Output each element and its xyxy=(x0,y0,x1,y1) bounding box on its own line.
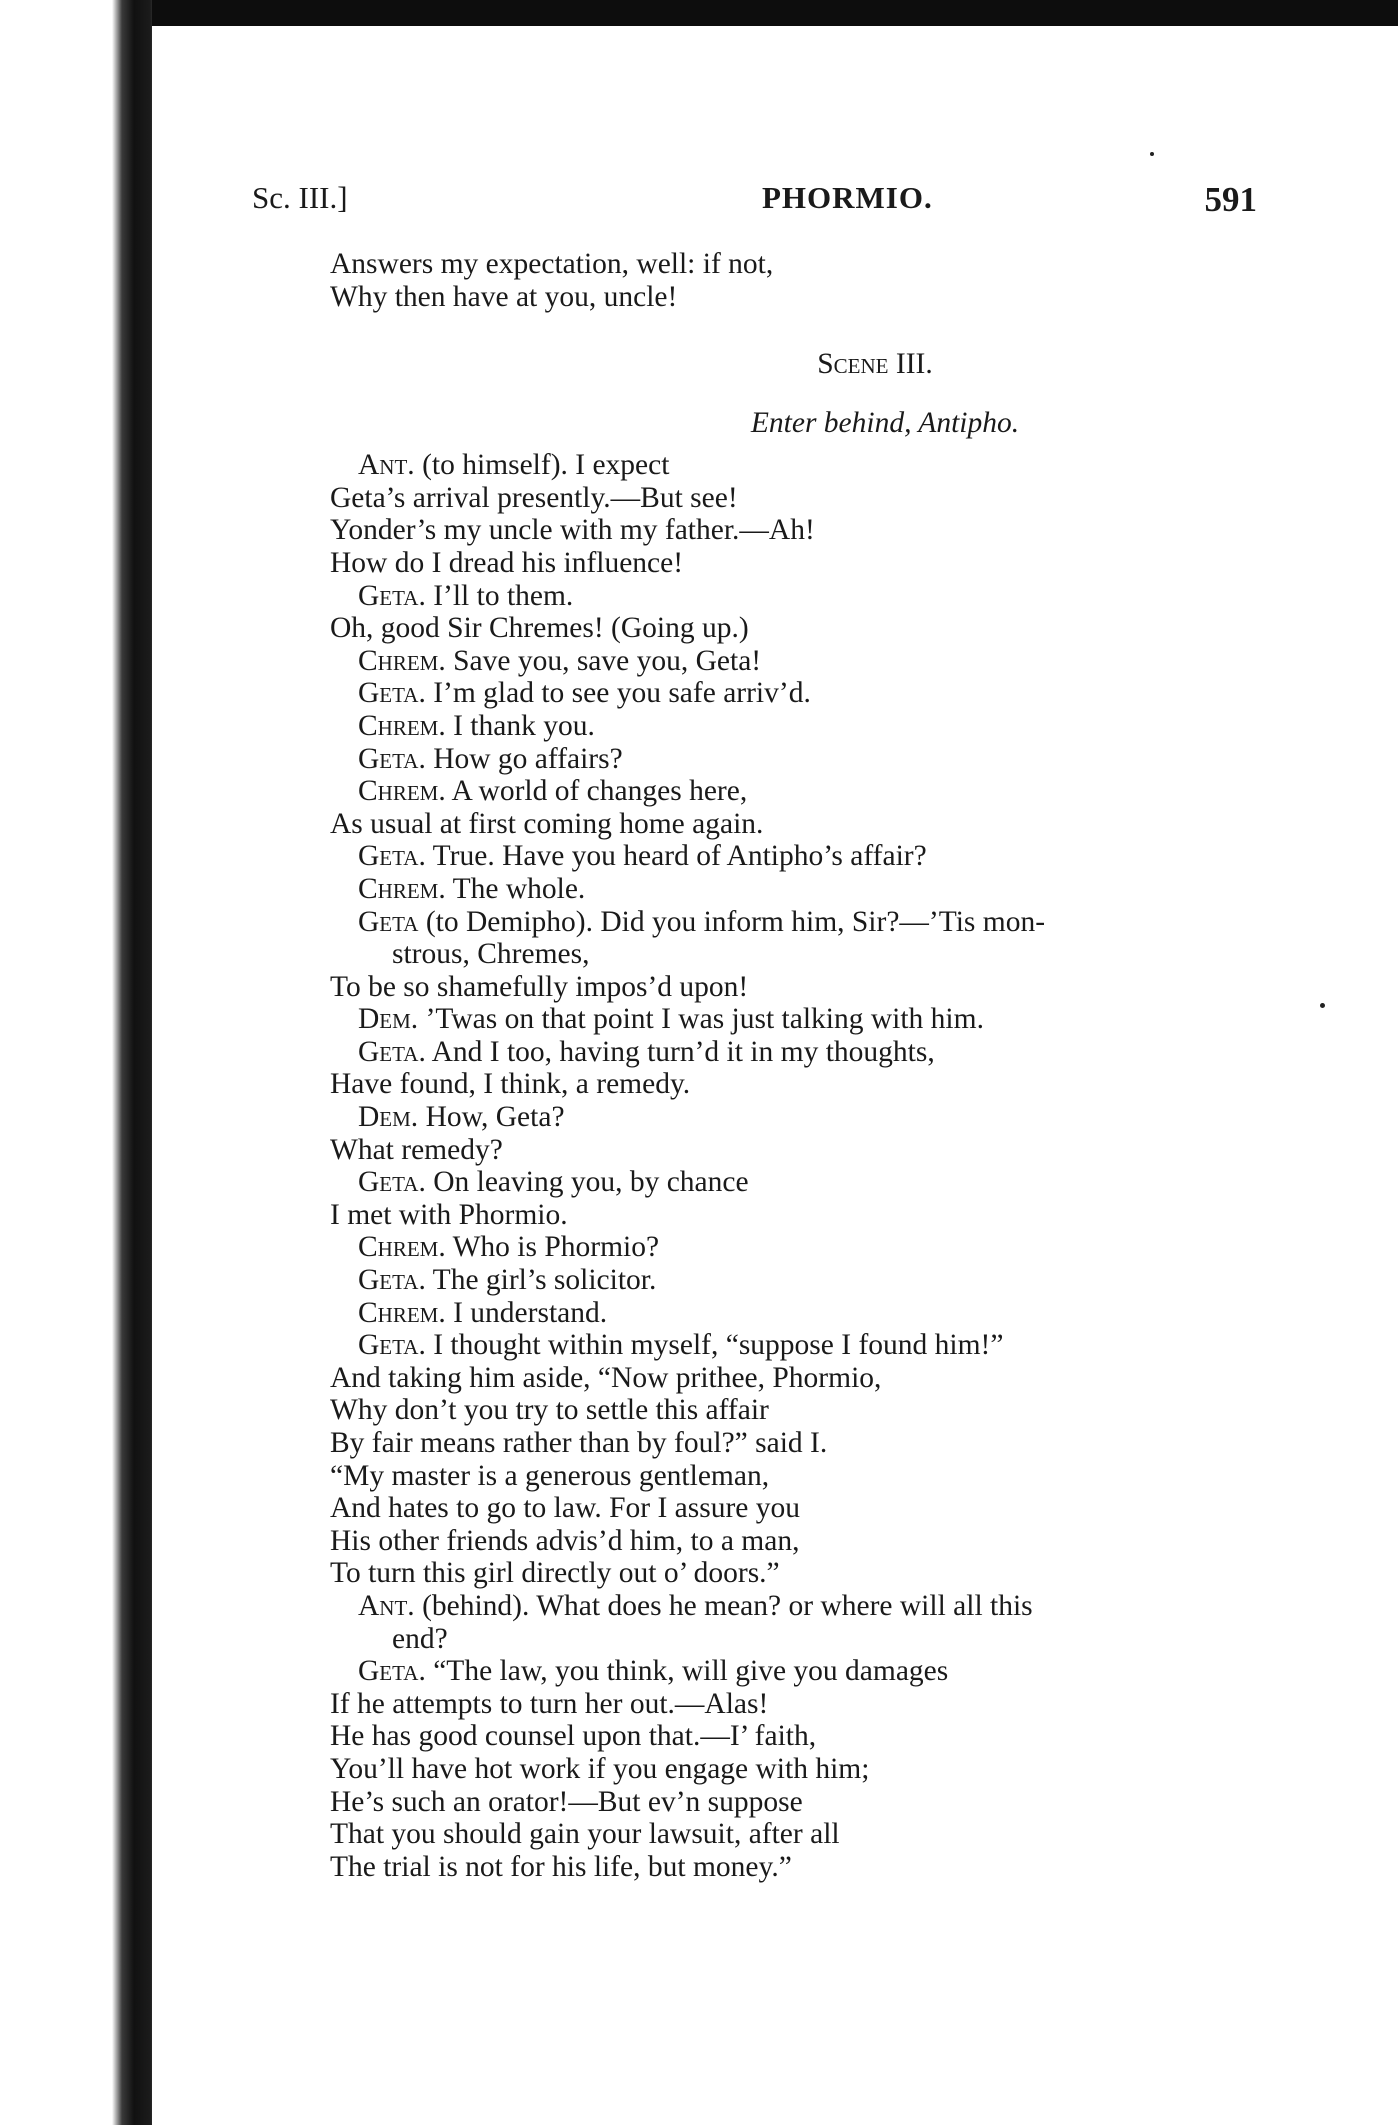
verse-line xyxy=(330,1720,1330,1753)
line-text: He has good counsel upon that.—I’ faith, xyxy=(330,1720,817,1753)
line-text: And I too, having turn’d it in my thoughts, xyxy=(425,1035,935,1068)
verse-line xyxy=(330,514,1330,547)
speaker-name: Chrem. xyxy=(358,644,446,677)
line-text: He’s such an orator!—But ev’n suppose xyxy=(330,1785,803,1818)
line-text: “My master is a generous gentleman, xyxy=(330,1459,770,1492)
verse-line xyxy=(330,580,1330,613)
line-text: Save you, save you, Geta! xyxy=(445,644,762,677)
speaker-name: Geta. xyxy=(358,1035,426,1068)
verse-line xyxy=(330,938,1330,971)
verse-line xyxy=(330,710,1330,743)
line-text: I met with Phormio. xyxy=(330,1198,568,1231)
line-text: The trial is not for his life, but money.” xyxy=(330,1850,792,1883)
verse-line xyxy=(330,1297,1330,1330)
verse-line xyxy=(330,1199,1330,1232)
speaker-name: Chrem. xyxy=(358,1296,446,1329)
line-text: You’ll have hot work if you engage with him; xyxy=(330,1752,870,1785)
verse-line xyxy=(330,677,1330,710)
verse-line xyxy=(330,971,1330,1004)
line-text: How go affairs? xyxy=(425,742,623,775)
running-title: PHORMIO. xyxy=(762,180,933,215)
ink-speck xyxy=(1150,152,1154,156)
verse-line xyxy=(330,1003,1330,1036)
speaker-name: Dem. xyxy=(358,1003,419,1036)
ink-speck xyxy=(1320,1003,1325,1008)
line-text: strous, Chremes, xyxy=(392,938,590,971)
speaker-name: Ant. xyxy=(358,449,415,482)
verse-line xyxy=(330,1036,1330,1069)
scene-heading xyxy=(420,331,1330,397)
verse-line xyxy=(330,1068,1330,1101)
verse-line xyxy=(330,645,1330,678)
line-text: (to Demipho). Did you inform him, Sir?—’Tis mon- xyxy=(418,905,1046,938)
verse-line xyxy=(330,1688,1330,1721)
verse-line xyxy=(330,1655,1330,1688)
speaker-name: Geta. xyxy=(358,1166,426,1199)
line-text: How do I dread his influence! xyxy=(330,546,684,579)
line-text: What remedy? xyxy=(330,1133,503,1166)
verse-line xyxy=(330,808,1330,841)
line-text: True. Have you heard of Antipho’s affair? xyxy=(425,840,927,873)
verse-line xyxy=(330,1786,1330,1819)
scene-reference: Sc. III.] xyxy=(252,180,348,215)
line-text: I’m glad to see you safe arriv’d. xyxy=(425,677,811,710)
speaker-name: Geta. xyxy=(358,742,426,775)
line-text: By fair means rather than by foul?” said I. xyxy=(330,1427,828,1459)
book-spine-edge xyxy=(0,0,152,2125)
line-text: Yonder’s my uncle with my father.—Ah! xyxy=(330,514,815,547)
verse-line xyxy=(330,1427,1330,1460)
page-number: 591 xyxy=(1204,180,1257,219)
line-text: (behind). What does he mean? or where will all this xyxy=(414,1589,1033,1622)
verse-line xyxy=(330,449,1330,482)
verse-line xyxy=(330,1166,1330,1199)
line-text: (to himself). I expect xyxy=(414,449,670,482)
verse-line xyxy=(330,281,1330,314)
line-text: I understand. xyxy=(445,1296,608,1329)
verse-line xyxy=(330,743,1330,776)
line-text: A world of changes here, xyxy=(445,775,748,808)
line-text: end? xyxy=(392,1622,448,1655)
play-text xyxy=(330,248,1330,1883)
verse-line xyxy=(330,1525,1330,1558)
line-text: Why don’t you try to settle this affair xyxy=(330,1394,769,1427)
verse-line xyxy=(330,1362,1330,1395)
verse-line xyxy=(330,775,1330,808)
verse-line xyxy=(330,1851,1330,1884)
line-text: The girl’s solicitor. xyxy=(425,1264,657,1297)
speaker-name: Geta. xyxy=(358,1329,426,1362)
stage-direction xyxy=(440,397,1330,449)
spacer xyxy=(330,313,1330,331)
speaker-name: Geta. xyxy=(358,840,426,873)
verse-line xyxy=(330,1590,1330,1623)
line-text: As usual at first coming home again. xyxy=(330,807,764,840)
verse-line xyxy=(330,906,1330,939)
verse-line xyxy=(330,1231,1330,1264)
speaker-name: Dem. xyxy=(358,1101,419,1134)
verse-line xyxy=(330,612,1330,645)
line-text: “The law, you think, will give you damages xyxy=(425,1655,949,1688)
line-text: I thought within myself, “suppose I found him!” xyxy=(425,1329,1004,1362)
speaker-name: Chrem. xyxy=(358,775,446,808)
speaker-name: Geta. xyxy=(358,1264,426,1297)
verse-line xyxy=(330,1753,1330,1786)
running-header xyxy=(252,180,1257,230)
line-text: Answers my expectation, well: if not, xyxy=(330,248,774,280)
speaker-name: Chrem. xyxy=(358,1231,446,1264)
line-text: Have found, I think, a remedy. xyxy=(330,1068,691,1101)
verse-line xyxy=(330,248,1330,281)
speaker-name: Geta xyxy=(358,905,419,938)
verse-line xyxy=(330,1818,1330,1851)
verse-line xyxy=(330,547,1330,580)
line-text: The whole. xyxy=(445,872,586,905)
line-text: ’Twas on that point I was just talking with him. xyxy=(418,1003,984,1036)
verse-line xyxy=(330,840,1330,873)
speaker-name: Geta. xyxy=(358,677,426,710)
verse-line xyxy=(330,873,1330,906)
line-text: That you should gain your lawsuit, after all xyxy=(330,1818,840,1851)
speaker-name: Geta. xyxy=(358,1655,426,1688)
line-text: How, Geta? xyxy=(418,1101,565,1134)
line-text: Enter behind, Antipho. xyxy=(750,407,1020,440)
verse-line xyxy=(330,1557,1330,1590)
verse-line xyxy=(330,1623,1330,1656)
speaker-name: Ant. xyxy=(358,1589,415,1622)
line-text: If he attempts to turn her out.—Alas! xyxy=(330,1687,769,1720)
line-text: His other friends advis’d him, to a man, xyxy=(330,1524,800,1557)
line-text: And taking him aside, “Now prithee, Phormio, xyxy=(330,1361,882,1394)
verse-line xyxy=(330,1460,1330,1493)
line-text: Scene III. xyxy=(817,348,933,381)
verse-line xyxy=(330,1134,1330,1167)
line-text: And hates to go to law. For I assure you xyxy=(330,1492,801,1525)
line-text: Oh, good Sir Chremes! (Going up.) xyxy=(330,612,749,645)
verse-line xyxy=(330,1329,1330,1362)
verse-line xyxy=(330,1492,1330,1525)
verse-line xyxy=(330,1394,1330,1427)
line-text: I’ll to them. xyxy=(425,579,574,612)
line-text: Geta’s arrival presently.—But see! xyxy=(330,481,738,514)
line-text: To turn this girl directly out o’ doors.” xyxy=(330,1557,780,1590)
verse-line xyxy=(330,482,1330,515)
line-text: Who is Phormio? xyxy=(445,1231,660,1264)
speaker-name: Geta. xyxy=(358,579,426,612)
line-text: I thank you. xyxy=(445,709,595,742)
line-text: Why then have at you, uncle! xyxy=(330,280,678,313)
verse-line xyxy=(330,1264,1330,1297)
verse-line xyxy=(330,1101,1330,1134)
speaker-name: Chrem. xyxy=(358,709,446,742)
book-page xyxy=(160,0,1398,2125)
line-text: To be so shamefully impos’d upon! xyxy=(330,970,749,1003)
line-text: On leaving you, by chance xyxy=(425,1166,749,1199)
speaker-name: Chrem. xyxy=(358,872,446,905)
